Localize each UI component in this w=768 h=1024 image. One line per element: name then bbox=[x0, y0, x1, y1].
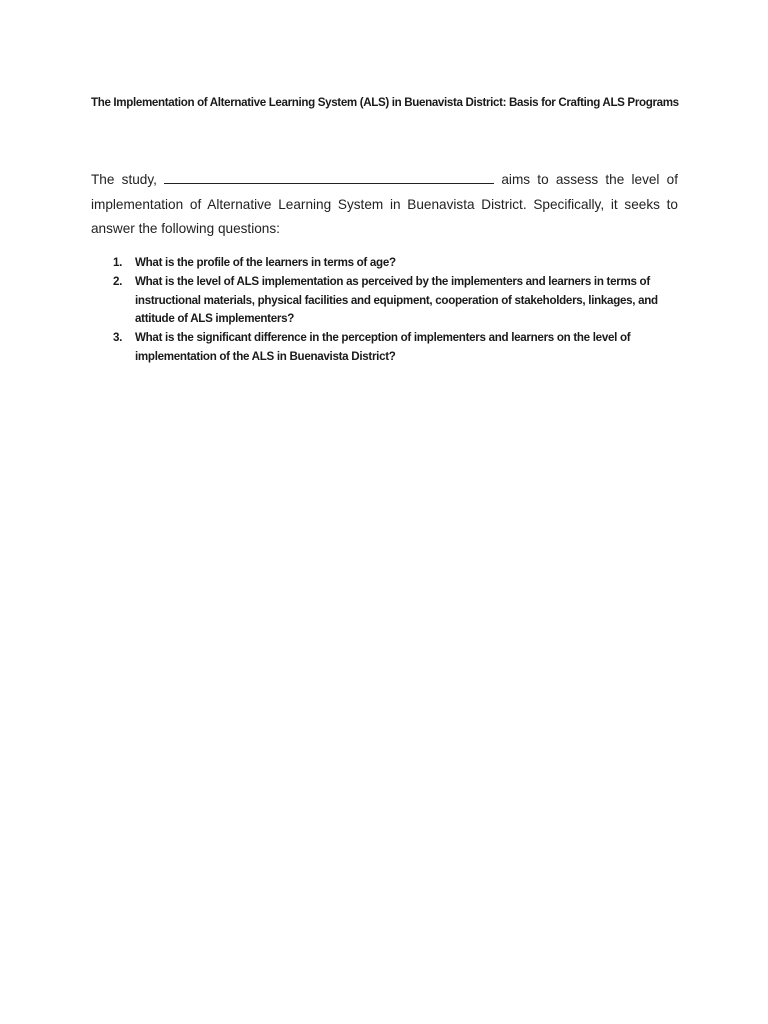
question-number: 1. bbox=[113, 256, 123, 269]
question-text: What is the significant difference in the perception of implementers and learners on the level of implementation of the ALS in Buenavista District? bbox=[135, 331, 631, 363]
document-title: The Implementation of Alternative Learning System (ALS) in Buenavista District: Basis for Crafting ALS Programs bbox=[91, 96, 679, 109]
question-number: 2. bbox=[113, 274, 123, 288]
research-questions-list bbox=[113, 254, 683, 367]
study-title-blank bbox=[164, 171, 494, 184]
question-text: What is the profile of the learners in terms of age? bbox=[135, 256, 396, 269]
research-question bbox=[113, 254, 683, 273]
question-number: 3. bbox=[113, 331, 123, 345]
intro-body-text: aims to assess the level of implementation of Alternative Learning System in Buenavista District. Specifically, it seeks to answer the following questions: bbox=[91, 172, 679, 236]
intro-paragraph bbox=[91, 168, 678, 242]
research-question bbox=[113, 329, 683, 367]
research-question bbox=[113, 273, 683, 329]
intro-lead-text: The study, bbox=[91, 172, 157, 187]
question-text: What is the level of ALS implementation as perceived by the implementers and learners in terms of instructional materials, physical facilities and equipment, cooperation of stakeholders, linkages, and attitude of ALS implementers? bbox=[135, 274, 658, 326]
